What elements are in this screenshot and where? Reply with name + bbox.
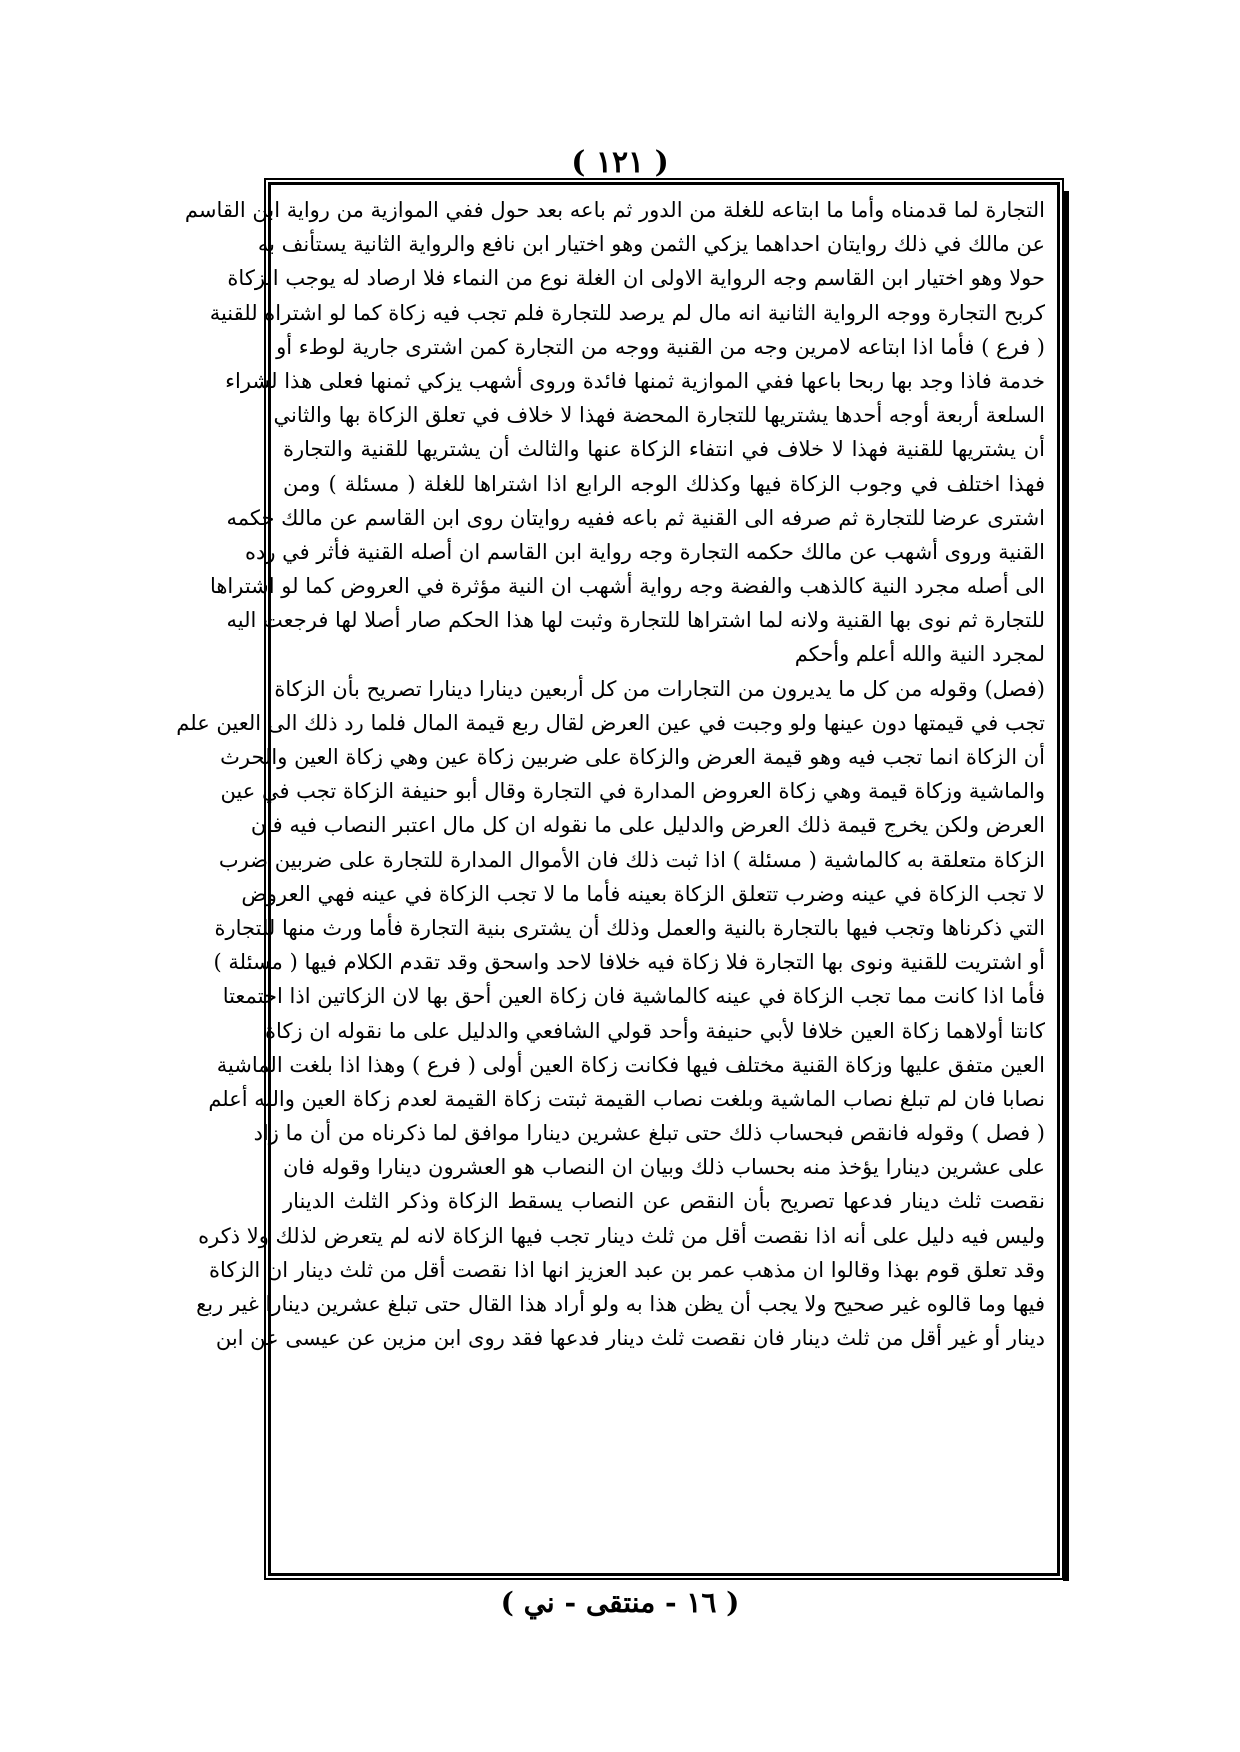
text-line: لا تجب الزكاة في عينه وضرب تتعلق الزكاة بعينه فأما ما لا تجب الزكاة في عينه فهي العروض xyxy=(241,881,1045,906)
text-line: العين متفق عليها وزكاة القنية مختلف فيها فكانت زكاة العين أولى ( فرع ) وهذا اذا بلغت الماشية xyxy=(216,1052,1045,1077)
text-line: كربح التجارة ووجه الرواية الثانية انه مال لم يرصد للتجارة فلم تجب فيه زكاة كما لو اشتراه للقنية xyxy=(209,300,1045,325)
text-line: نقصت ثلث دينار فدعها تصريح بأن النقص عن النصاب يسقط الزكاة وذكر الثلث الدينار xyxy=(283,1189,1045,1214)
text-line: وقد تعلق قوم بهذا وقالوا ان مذهب عمر بن عبد العزيز انها اذا نقصت أقل من ثلث دينار ان الزكاة xyxy=(208,1257,1045,1282)
text-line: أو اشتريت للقنية ونوى بها التجارة فلا زكاة فيه خلافا لاحد واسحق وقد تقدم الكلام فيها ( مسئلة ) xyxy=(213,950,1045,975)
text-line: التي ذكرناها وتجب فيها بالتجارة بالنية والعمل وذلك أن يشترى بنية التجارة فأما ورث منها للتجارة xyxy=(214,915,1045,940)
text-line: والماشية وزكاة قيمة وهي زكاة العروض المدارة في التجارة وقال أبو حنيفة الزكاة تجب في عين xyxy=(220,779,1045,804)
text-line: كانتا أولاهما زكاة العين خلافا لأبي حنيفة وأحد قولي الشافعي والدليل على ما نقوله ان زكاة xyxy=(265,1018,1045,1043)
text-line: القنية وروى أشهب عن مالك حكمه التجارة وجه رواية ابن القاسم ان أصله القنية فأثر في رده xyxy=(244,539,1045,564)
text-line: أن يشتريها للقنية فهذا لا خلاف في انتفاء الزكاة عنها والثالث أن يشتريها للقنية والتجارة xyxy=(283,437,1045,462)
text-line: لمجرد النية والله أعلم وأحكم xyxy=(794,642,1045,667)
text-line: (فصل) وقوله من كل ما يديرون من التجارات من كل أربعين دينارا دينارا تصريح بأن الزكاة xyxy=(274,676,1045,701)
text-line: العرض ولكن يخرج قيمة ذلك العرض والدليل على ما نقوله ان كل مال اعتبر النصاب فيه فان xyxy=(250,813,1045,838)
text-line: خدمة فاذا وجد بها ربحا باعها ففي الموازية ثمنها فائدة وروى أشهب يزكي ثمنها فعلى هذا لشراء xyxy=(225,368,1045,393)
text-line: نصابا فان لم تبلغ نصاب الماشية وبلغت نصاب القيمة ثبتت زكاة القيمة لعدم زكاة العين والله أعلم xyxy=(208,1086,1045,1111)
text-line: ( فصل ) وقوله فانقص فبحساب ذلك حتى تبلغ عشرين دينارا موافق لما ذكرناه من أن ما زاد xyxy=(253,1121,1045,1146)
body-text xyxy=(176,193,1045,1565)
text-line: للتجارة ثم نوى بها القنية ولانه لما اشتراها للتجارة وثبت لها هذا الحكم صار أصلا لها فرجعت اليه xyxy=(226,608,1045,633)
text-line: فأما اذا كانت مما تجب الزكاة في عينه كالماشية فان زكاة العين أحق بها لان الزكاتين اذا اجتمعتا xyxy=(222,984,1045,1009)
text-line: تجب في قيمتها دون عينها ولو وجبت في عين العرض لقال ربع قيمة المال فلما رد ذلك الى العين علم xyxy=(176,710,1045,735)
text-frame xyxy=(176,182,1060,1576)
text-line: الزكاة متعلقة به كالماشية ( مسئلة ) اذا ثبت ذلك فان الأموال المدارة للتجارة على ضربين ضرب xyxy=(218,847,1045,872)
text-line: حولا وهو اختيار ابن القاسم وجه الرواية الاولى ان الغلة نوع من النماء فلا ارصاد له يوجب الزكاة xyxy=(227,266,1045,291)
text-line: التجارة لما قدمناه وأما ما ابتاعه للغلة من الدور ثم باعه بعد حول ففي الموازية من رواية ابن القاسم xyxy=(184,198,1045,222)
text-line: أن الزكاة انما تجب فيه وهو قيمة العرض والزكاة على ضربين زكاة عين وهي زكاة العين والحرث xyxy=(220,745,1045,769)
text-line: عن مالك في ذلك روايتان احداهما يزكي الثمن وهو اختيار ابن نافع والرواية الثانية يستأنف به xyxy=(257,232,1045,257)
text-line: على عشرين دينارا يؤخذ منه بحساب ذلك وبيان ان النصاب هو العشرون دينارا وقوله فان xyxy=(283,1155,1045,1180)
text-line: ( فرع ) فأما اذا ابتاعه لامرين وجه من القنية ووجه من التجارة كمن اشترى جارية لوطء أو xyxy=(276,334,1045,359)
text-line: فهذا اختلف في وجوب الزكاة فيها وكذلك الوجه الرابع اذا اشتراها للغلة ( مسئلة ) ومن xyxy=(283,471,1045,496)
text-line: السلعة أربعة أوجه أحدها يشتريها للتجارة المحضة فهذا لا خلاف في تعلق الزكاة بها والثاني xyxy=(273,403,1045,428)
footer-signature: ( ١٦ - منتقى - ني ) xyxy=(500,1586,740,1619)
text-line: فيها وما قالوه غير صحيح ولا يجب أن يظن هذا به ولو أراد هذا القال حتى تبلغ عشرين دينارا غير ربع xyxy=(196,1292,1045,1316)
text-line: اشترى عرضا للتجارة ثم صرفه الى القنية ثم باعه ففيه روايتان روى ابن القاسم عن مالك حكمه xyxy=(226,505,1045,530)
text-line: وليس فيه دليل على أنه اذا نقصت أقل من ثلث دينار تجب فيها الزكاة لانه لم يتعرض لذلك ولا ذكره xyxy=(198,1223,1045,1248)
text-line: الى أصله مجرد النية كالذهب والفضة وجه رواية أشهب ان النية مؤثرة في العروض كما لو اشتراها xyxy=(209,574,1045,599)
text-line: دينار أو غير أقل من ثلث دينار فان نقصت ثلث دينار فدعها فقد روى ابن مزين عن عيسى عن ابن xyxy=(215,1326,1045,1351)
page-number: ( ١٢١ ) xyxy=(571,145,669,180)
